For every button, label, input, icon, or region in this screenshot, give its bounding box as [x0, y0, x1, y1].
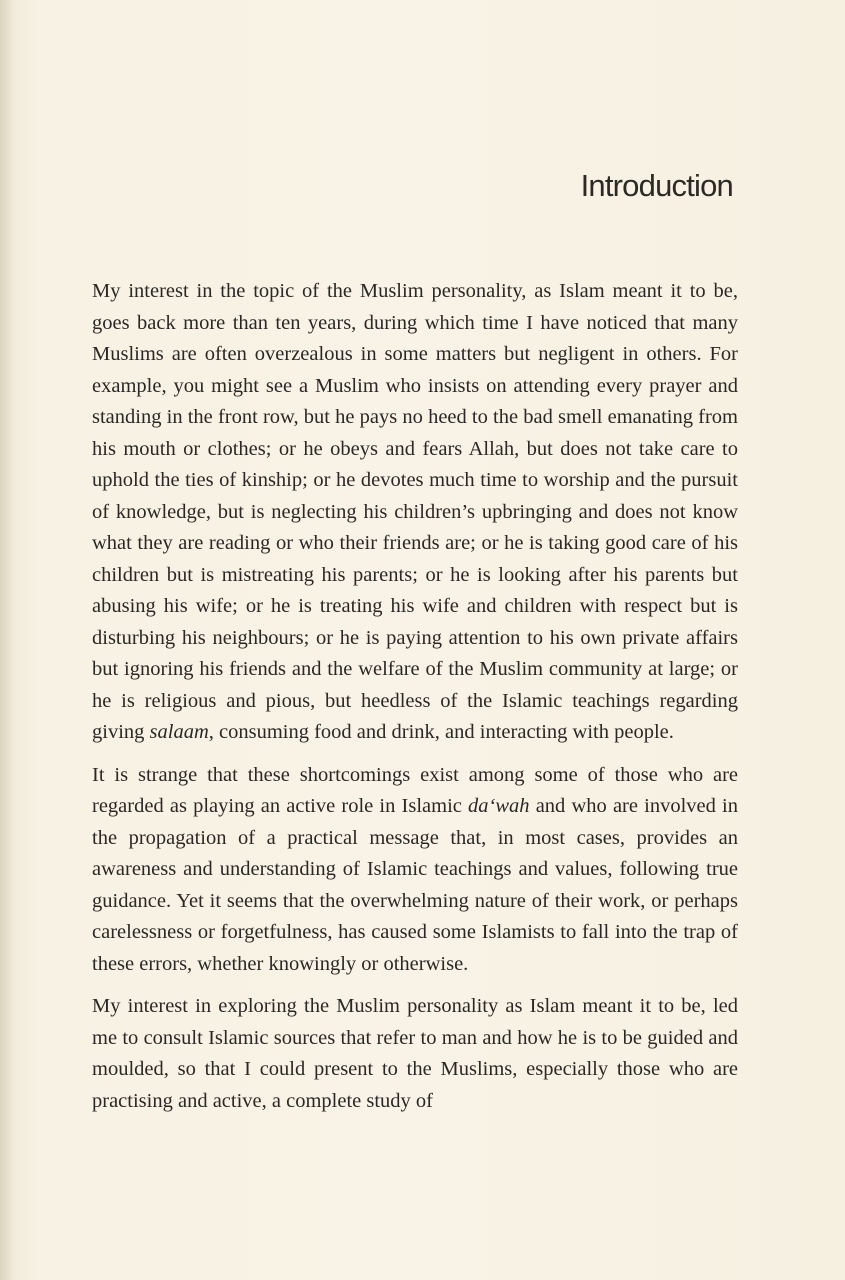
paragraph-text: and who are involved in the propagation of a practical message that, in most cases, provides an awareness and understanding of Islamic teachings and values, following true guidance. Yet it seems that the overwhelming nature of their work, or perhaps carelessness or forgetfulness, has caused some Islamists to fall into the trap of these errors, whether knowingly or otherwise.	[92, 795, 738, 975]
paragraph-3	[92, 991, 738, 1117]
paragraph-text: , consuming food and drink, and interacting with people.	[208, 721, 674, 743]
paragraph-2	[92, 760, 738, 981]
paragraph-text: It is strange that these shortcomings exist among some of those who are regarded as playing an active role in Islamic	[92, 763, 738, 817]
page-gutter-shadow	[0, 0, 14, 1280]
paragraph-1	[92, 276, 738, 749]
body-text	[92, 276, 738, 1128]
paragraph-text: My interest in the topic of the Muslim personality, as Islam meant it to be, goes back more than ten years, during which time I have noticed that many Muslims are often overzealous in some matters but negligent in others. For example, you might see a Muslim who insists on attending every prayer and standing in the front row, but he pays no heed to the bad smell emanating from his mouth or clothes; or he obeys and fears Allah, but does not take care to uphold the ties of kinship; or he devotes much time to worship and the pursuit of knowledge, but is neglecting his children’s upbringing and does not know what they are reading or who their friends are; or he is taking good care of his children but is mistreating his parents; or he is looking after his parents but abusing his wife; or he is treating his wife and children with respect but is disturbing his neighbours; or he is paying attention to his own private affairs but ignoring his friends and the welfare of the Muslim community at large; or he is religious and pious, but heedless of the Islamic teachings regarding giving	[92, 280, 738, 743]
paragraph-text: My interest in exploring the Muslim personality as Islam meant it to be, led me to consult Islamic sources that refer to man and how he is to be guided and moulded, so that I could present to the Muslims, especially those who are practising and active, a complete study of	[92, 995, 738, 1112]
italic-term-dawah: da‘wah	[468, 795, 530, 817]
chapter-title: Introduction	[580, 168, 733, 203]
italic-term-salaam: salaam	[149, 721, 209, 743]
